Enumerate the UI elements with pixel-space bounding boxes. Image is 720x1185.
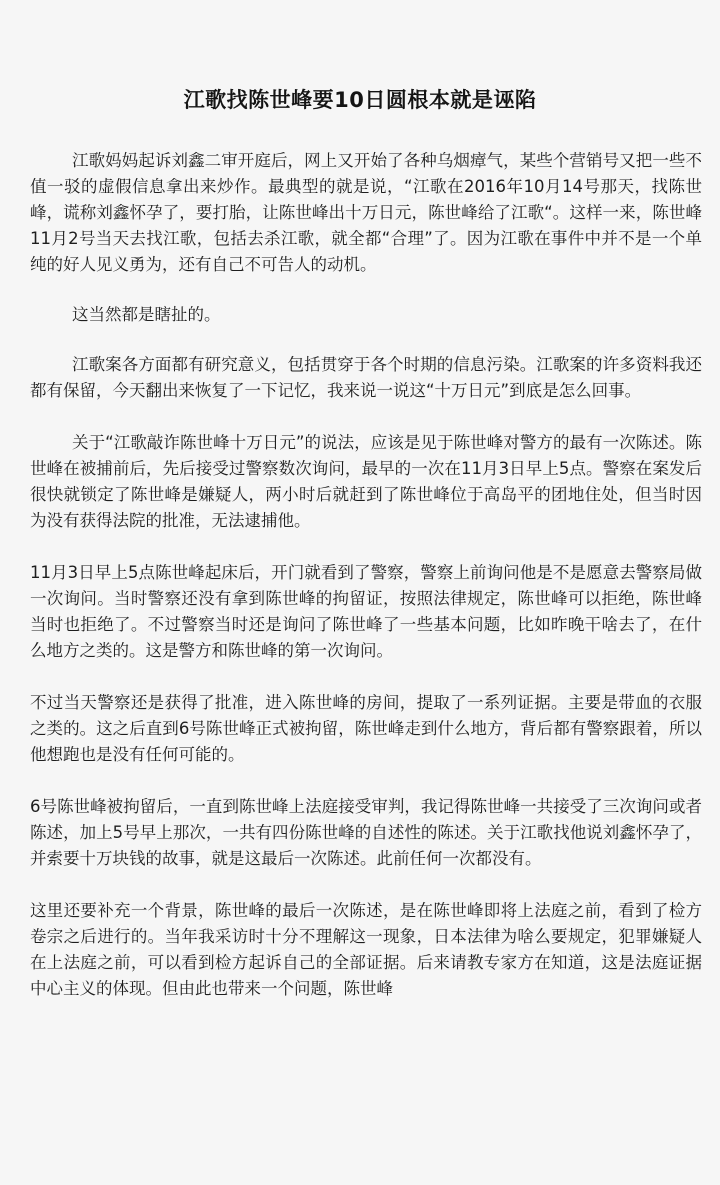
paragraph-2: 这当然都是瞎扯的。 — [72, 305, 221, 324]
article-title: 江歌找陈世峰要10日圆根本就是诬陷 — [183, 88, 537, 112]
paragraph-4: 关于“江歌敲诈陈世峰十万日元”的说法，应该是见于陈世峰对警方的最有一次陈述。陈世峰在被捕前后，先后接受过警察数次询问，最早的一次在11月3日早上5点。警察在案发后很快就锁定了陈世峰是嫌疑人，两小时后就赶到了陈世峰位于高岛平的团地住处，但当时因为没有获得法院的批准，无法逮捕他。 — [30, 433, 702, 530]
paragraph-8: 这里还要补充一个背景，陈世峰的最后一次陈述，是在陈世峰即将上法庭之前，看到了检方卷宗之后进行的。当年我采访时十分不理解这一现象，日本法律为啥么要规定，犯罪嫌疑人在上法庭之前，可以看到检方起诉自己的全部证据。后来请教专家方在知道，这是法庭证据中心主义的体现。但由此也带来一个问题，陈世峰 — [30, 901, 702, 998]
paragraph-3: 江歌案各方面都有研究意义，包括贯穿于各个时期的信息污染。江歌案的许多资料我还都有保留，今天翻出来恢复了一下记忆，我来说一说这“十万日元”到底是怎么回事。 — [30, 355, 702, 400]
paragraph-7: 6号陈世峰被拘留后，一直到陈世峰上法庭接受审判，我记得陈世峰一共接受了三次询问或者陈述，加上5号早上那次，一共有四份陈世峰的自述性的陈述。关于江歌找他说刘鑫怀孕了，并索要十万块钱的故事，就是这最后一次陈述。此前任何一次都没有。 — [30, 797, 702, 868]
article-body — [30, 148, 702, 1032]
paragraph-5: 11月3日早上5点陈世峰起床后，开门就看到了警察，警察上前询问他是不是愿意去警察局做一次询问。当时警察还没有拿到陈世峰的拘留证，按照法律规定，陈世峰可以拒绝，陈世峰当时也拒绝了。不过警察当时还是询问了陈世峰了一些基本问题，比如昨晚干啥去了，在什么地方之类的。这是警方和陈世峰的第一次询问。 — [30, 563, 702, 660]
paragraph-6: 不过当天警察还是获得了批准，进入陈世峰的房间，提取了一系列证据。主要是带血的衣服之类的。这之后直到6号陈世峰正式被拘留，陈世峰走到什么地方，背后都有警察跟着，所以他想跑也是没有任何可能的。 — [30, 693, 702, 764]
paragraph-1: 江歌妈妈起诉刘鑫二审开庭后，网上又开始了各种乌烟瘴气，某些个营销号又把一些不值一驳的虚假信息拿出来炒作。最典型的就是说，“江歌在2016年10月14号那天，找陈世峰，谎称刘鑫怀孕了，要打胎，让陈世峰出十万日元，陈世峰给了江歌“。这样一来，陈世峰11月2号当天去找江歌，包括去杀江歌，就全都“合理”了。因为江歌在事件中并不是一个单纯的好人见义勇为，还有自己不可告人的动机。 — [30, 151, 702, 274]
